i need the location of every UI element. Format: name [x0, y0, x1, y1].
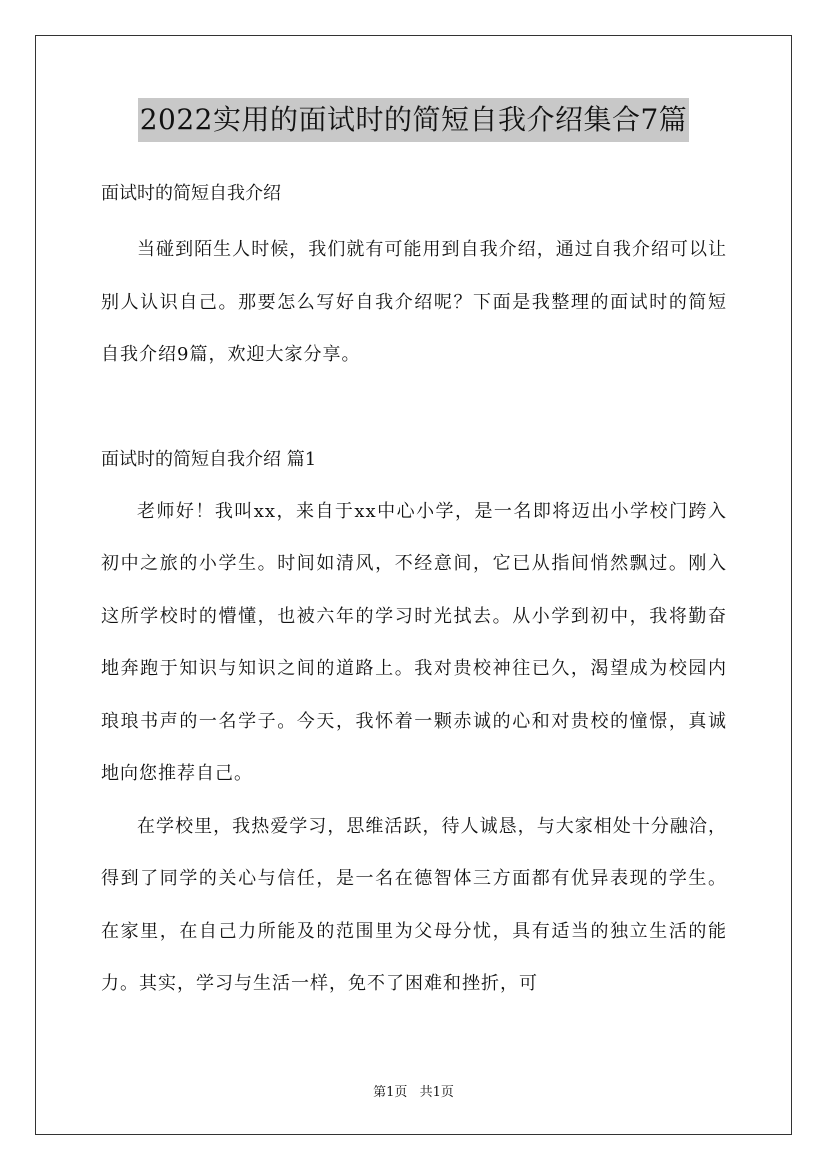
section-heading: 面试时的简短自我介绍 篇1	[101, 448, 317, 470]
paragraph: 老师好！我叫xx，来自于xx中心小学，是一名即将迈出小学校门跨入初中之旅的小学生。时间如清风，不经意间，它已从指间悄然飘过。刚入这所学校时的懵懂，也被六年的学习时光拭去。从小学到初中，我将勤奋地奔跑于知识与知识之间的道路上。我对贵校神往已久，渴望成为校园内琅琅书声的一名学子。今天，我怀着一颗赤诚的心和对贵校的憧憬，真诚地向您推荐自己。	[101, 500, 727, 784]
section-spacer	[101, 382, 727, 434]
paragraph: 在学校里，我热爱学习，思维活跃，待人诚恳，与大家相处十分融洽，得到了同学的关心与信任，是一名在德智体三方面都有优异表现的学生。在家里，在自己力所能及的范围里为父母分忧，具有适当的独立生活的能力。其实，学习与生活一样，免不了困难和挫折，可	[101, 815, 727, 994]
page-number: 第1页	[373, 1085, 408, 1100]
document-title: 2022实用的面试时的简短自我介绍集合7篇	[138, 98, 690, 142]
total-pages: 共1页	[419, 1085, 454, 1100]
title-container	[0, 98, 827, 142]
page-footer	[0, 1084, 827, 1102]
document-body	[101, 168, 727, 1011]
paragraph: 当碰到陌生人时候，我们就有可能用到自我介绍，通过自我介绍可以让别人认识自己。那要怎么写好自我介绍呢？下面是我整理的面试时的简短自我介绍9篇，欢迎大家分享。	[101, 239, 727, 365]
section-heading: 面试时的简短自我介绍	[101, 183, 281, 204]
